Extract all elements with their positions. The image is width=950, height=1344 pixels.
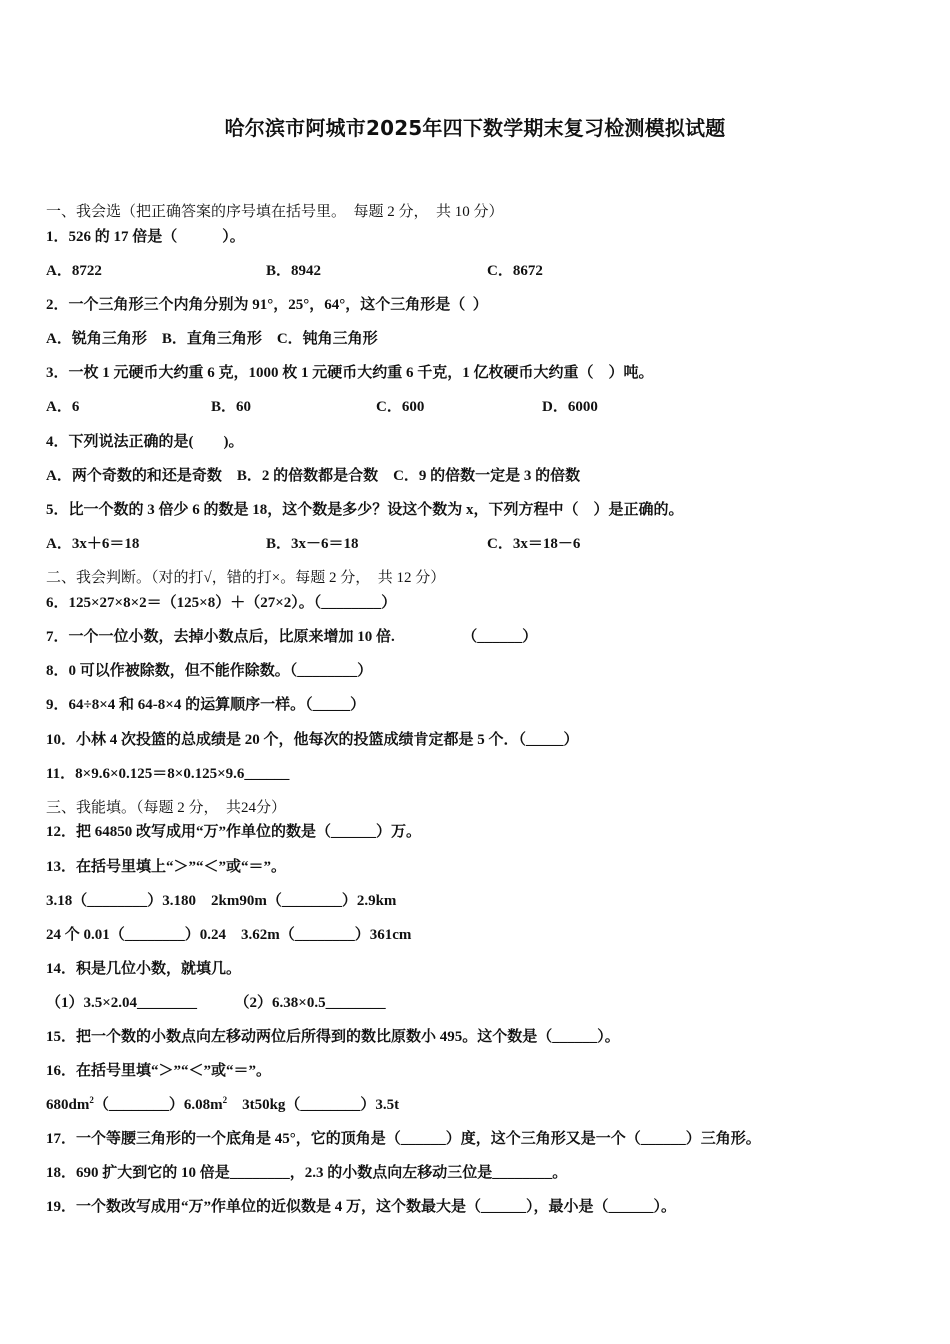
q13-row-1: 3.18（________）3.180 2km90m（________）2.9km [46, 893, 397, 909]
q1-option-c: C．8672 [487, 263, 543, 279]
q3-option-a: A．6 [46, 399, 80, 415]
question-12: 12．把 64850 改写成用“万”作单位的数是（______）万。 [46, 824, 422, 840]
question-4: 4．下列说法正确的是( )。 [46, 434, 244, 450]
q3-option-b: B．60 [211, 399, 252, 415]
question-1: 1．526 的 17 倍是（ ）。 [46, 229, 245, 245]
q1-option-b: B．8942 [266, 263, 322, 279]
section-heading-1: 一、我会选（把正确答案的序号填在括号里。 每题 2 分， 共 10 分） [46, 204, 504, 220]
question-11: 11．8×9.6×0.125＝8×0.125×9.6______ [46, 766, 290, 782]
q5-option-c: C．3x＝18－6 [487, 536, 581, 552]
q16-superscript-2: 2 [222, 1095, 228, 1105]
q16-superscript-1: 2 [89, 1095, 94, 1105]
question-14: 14．积是几位小数，就填几。 [46, 961, 242, 977]
question-7: 7．一个一位小数，去掉小数点后，比原来增加 10 倍. （______） [46, 629, 538, 645]
q16-part-1: 680dm [46, 1097, 90, 1113]
question-6: 6．125×27×8×2＝（125×8）＋（27×2）。（________） [46, 595, 397, 611]
question-8: 8．0 可以作被除数，但不能作除数。（________） [46, 663, 373, 679]
q16-row-1 [46, 1095, 399, 1115]
question-3: 3．一枚 1 元硬币大约重 6 克，1000 枚 1 元硬币大约重 6 千克，1 亿枚硬币大约重（ ）吨。 [46, 365, 654, 381]
question-2: 2．一个三角形三个内角分别为 91°，25°，64°，这个三角形是（ ） [46, 297, 488, 313]
question-15: 15．把一个数的小数点向左移动两位后所得到的数比原数小 495。这个数是（______）。 [46, 1029, 620, 1045]
page-title: 哈尔滨市阿城市2025年四下数学期末复习检测模拟试题 [224, 116, 726, 140]
question-9: 9．64÷8×4 和 64-8×4 的运算顺序一样。（_____） [46, 697, 366, 713]
question-5: 5．比一个数的 3 倍少 6 的数是 18，这个数是多少？设这个数为 x，下列方程中（ ）是正确的。 [46, 502, 684, 518]
q1-option-a: A．8722 [46, 263, 102, 279]
question-13: 13．在括号里填上“＞”“＜”或“＝”。 [46, 859, 287, 875]
q14-row-1: （1）3.5×2.04________ （2）6.38×0.5________ [46, 995, 386, 1011]
q3-option-c: C．600 [376, 399, 425, 415]
question-18: 18．690 扩大到它的 10 倍是________，2.3 的小数点向左移动三位是________。 [46, 1165, 568, 1181]
q2-options: A．锐角三角形 B．直角三角形 C．钝角三角形 [46, 331, 378, 347]
q5-option-a: A．3x＋6＝18 [46, 536, 140, 552]
q5-option-b: B．3x－6＝18 [266, 536, 359, 552]
q3-option-d: D．6000 [542, 399, 598, 415]
q13-row-2: 24 个 0.01（________）0.24 3.62m（________）361cm [46, 927, 412, 943]
section-heading-3: 三、我能填。（每题 2 分， 共24分） [46, 800, 287, 816]
q16-part-3: 3t50kg（________）3.5t [227, 1097, 400, 1113]
question-16: 16．在括号里填“＞”“＜”或“＝”。 [46, 1063, 272, 1079]
question-19: 19．一个数改写成用“万”作单位的近似数是 4 万，这个数最大是（______），最小是（______）。 [46, 1199, 677, 1215]
question-17: 17．一个等腰三角形的一个底角是 45°，它的顶角是（______）度，这个三角形又是一个（______）三角形。 [46, 1131, 761, 1147]
q16-part-2: （________）6.08m [93, 1097, 223, 1113]
q4-options: A．两个奇数的和还是奇数 B．2 的倍数都是合数 C．9 的倍数一定是 3 的倍数 [46, 468, 581, 484]
question-10: 10．小林 4 次投篮的总成绩是 20 个，他每次的投篮成绩肯定都是 5 个．（_____） [46, 732, 579, 748]
section-heading-2: 二、我会判断。（对的打√，错的打×。每题 2 分， 共 12 分） [46, 570, 446, 586]
